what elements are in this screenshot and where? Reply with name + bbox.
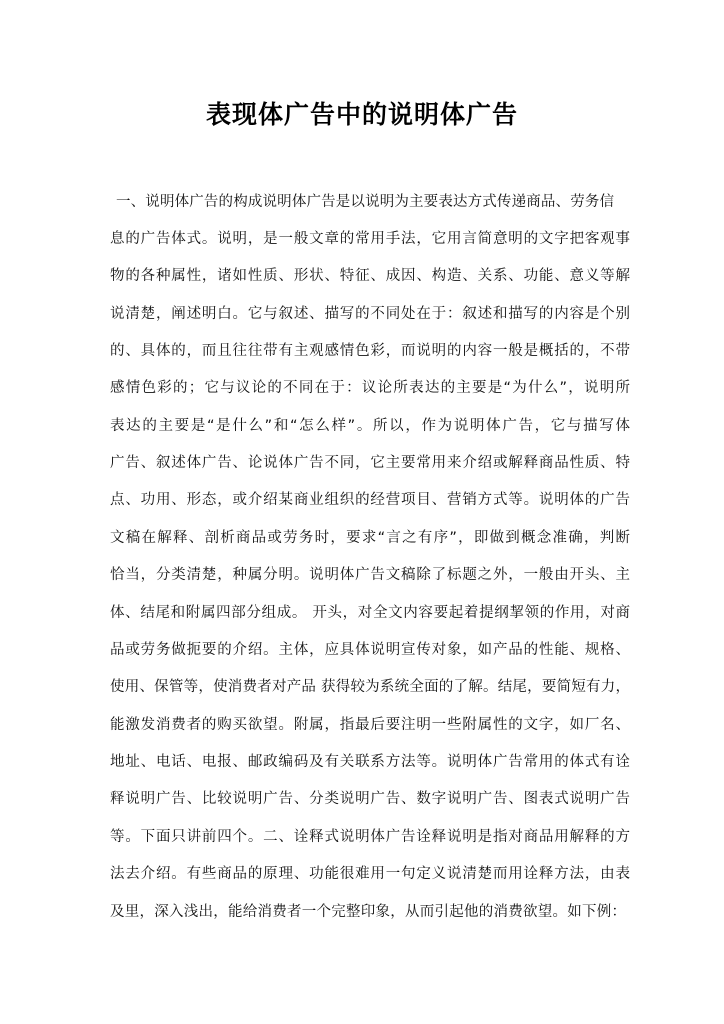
body-line-3: 物的各种属性，诸如性质、形状、特征、成因、构造、关系、功能、意义等解 <box>110 268 630 284</box>
body-line-11: 恰当，分类清楚，种属分明。说明体广告文稿除了标题之外，一般由开头、主 <box>110 567 630 583</box>
body-line-20: 及里，深入浅出，能给消费者一个完整印象，从而引起他的消费欲望。如下例： <box>110 904 626 920</box>
body-line-4: 说清楚，阐述明白。它与叙述、描写的不同处在于：叙述和描写的内容是个别 <box>110 306 630 322</box>
body-line-19: 法去介绍。有些商品的原理、功能很难用一句定义说清楚而用诠释方法，由表 <box>110 866 630 882</box>
body-line-6: 感情色彩的；它与议论的不同在于：议论所表达的主要是“为什么”，说明所 <box>110 380 630 396</box>
body-line-16: 地址、电话、电报、邮政编码及有关联系方法等。说明体广告常用的体式有诠 <box>110 754 630 770</box>
body-line-14: 使用、保管等，使消费者对产品 获得较为系统全面的了解。结尾，要简短有力， <box>110 679 630 695</box>
document-title: 表现体广告中的说明体广告 <box>205 100 518 129</box>
body-line-2: 息的广告体式。说明，是一般文章的常用手法，它用言简意明的文字把客观事 <box>110 231 630 247</box>
body-line-1: 一、说明体广告的构成说明体广告是以说明为主要表达方式传递商品、劳务信 <box>116 194 614 210</box>
body-line-9: 点、功用、形态，或介绍某商业组织的经营项目、营销方式等。说明体的广告 <box>110 492 630 508</box>
body-line-8: 广告、叙述体广告、论说体广告不同，它主要常用来介绍或解释商品性质、特 <box>110 455 630 471</box>
body-line-13: 品或劳务做扼要的介绍。主体，应具体说明宣传对象，如产品的性能、规格、 <box>110 642 630 658</box>
body-line-10: 文稿在解释、剖析商品或劳务时，要求“言之有序”，即做到概念准确，判断 <box>110 530 630 546</box>
body-line-17: 释说明广告、比较说明广告、分类说明广告、数字说明广告、图表式说明广告 <box>110 791 630 807</box>
body-line-15: 能激发消费者的购买欲望。附属，指最后要注明一些附属性的文字，如厂名、 <box>110 717 630 733</box>
body-line-18: 等。下面只讲前四个。二、诠释式说明体广告诠释说明是指对商品用解释的方 <box>110 829 630 845</box>
body-line-12: 体、结尾和附属四部分组成。 开头，对全文内容要起着提纲挈领的作用，对商 <box>110 605 630 621</box>
body-line-7: 表达的主要是“是什么”和“怎么样”。所以，作为说明体广告，它与描写体 <box>110 418 630 434</box>
body-line-5: 的、具体的，而且往往带有主观感情色彩，而说明的内容一般是概括的，不带 <box>110 343 630 359</box>
